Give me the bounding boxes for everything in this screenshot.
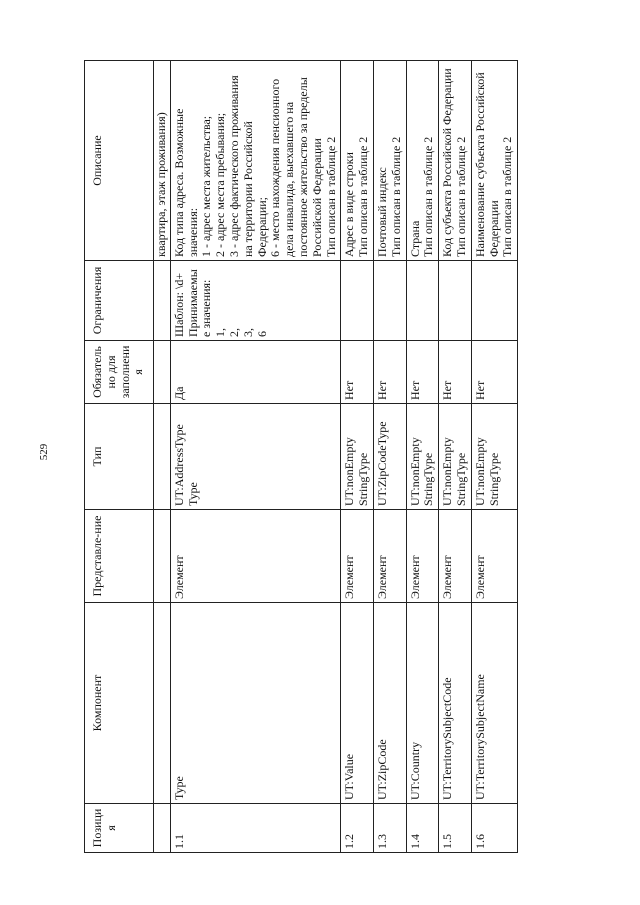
- header-type: Тип: [85, 404, 154, 510]
- cell-component: UT:ZipCode: [373, 603, 406, 804]
- table-row: [373, 61, 406, 853]
- cell-component: Type: [170, 603, 341, 804]
- cell-required: Нет: [341, 341, 374, 404]
- cell-type: UT:nonEmpty StringType: [341, 404, 374, 510]
- header-description: Описание: [85, 61, 154, 261]
- table-row: [406, 61, 439, 853]
- cell-limits: [170, 261, 341, 341]
- cell-required: Нет: [406, 341, 439, 404]
- table-row: [439, 61, 472, 853]
- table-row: [471, 61, 517, 853]
- description-line: 3 - адрес фактического проживания на территории Российской Федерации;: [226, 75, 269, 257]
- limit-line: Шаблон: \d+: [171, 272, 186, 337]
- description-line: Код типа адреса. Возможные значения:: [171, 108, 200, 257]
- cell-position: 1.5: [439, 804, 472, 853]
- cell-position: 1.3: [373, 804, 406, 853]
- cell-limits: [406, 261, 439, 341]
- continuation-row: [154, 61, 171, 853]
- cell-description: [373, 61, 406, 261]
- cell-required: Нет: [373, 341, 406, 404]
- cell-position: 1.1: [170, 804, 341, 853]
- cell-description: [170, 61, 341, 261]
- cell-representation: Элемент: [170, 510, 341, 603]
- cell-position: 1.6: [471, 804, 517, 853]
- cell-position: 1.4: [406, 804, 439, 853]
- cell-representation: Элемент: [439, 510, 472, 603]
- table-row: [170, 61, 341, 853]
- description-line: Тип описан в таблице 2: [453, 136, 468, 257]
- description-line: Код субъекта Российской Федерации: [440, 68, 455, 257]
- cell-representation: Элемент: [471, 510, 517, 603]
- cell-type: UT:AddressType Type: [170, 404, 341, 510]
- cell-position: 1.2: [341, 804, 374, 853]
- cell-representation: Элемент: [373, 510, 406, 603]
- continuation-text: квартира, этаж проживания): [154, 61, 171, 261]
- limit-line: 6: [254, 331, 269, 337]
- cell-type: UT:nonEmpty StringType: [439, 404, 472, 510]
- cell-component: UT:Value: [341, 603, 374, 804]
- cell-description: [341, 61, 374, 261]
- description-line: Тип описан в таблице 2: [388, 136, 403, 257]
- cell-limits: [471, 261, 517, 341]
- cell-type: UT:nonEmpty StringType: [471, 404, 517, 510]
- cell-required: Да: [170, 341, 341, 404]
- description-line: Страна: [407, 220, 422, 257]
- description-line: 1 - адрес места жительства;: [199, 115, 214, 257]
- cell-representation: Элемент: [341, 510, 374, 603]
- description-line: Тип описан в таблице 2: [356, 136, 371, 257]
- limit-line: Принимаемые значения:: [185, 269, 214, 337]
- rotated-page-content: [84, 61, 576, 853]
- header-representation: Представле-ние: [85, 510, 154, 603]
- cell-type: UT:nonEmpty StringType: [406, 404, 439, 510]
- cell-limits: [341, 261, 374, 341]
- table-header-row: [85, 61, 154, 853]
- limit-line: 2,: [226, 328, 241, 337]
- header-position: Позиция: [85, 804, 154, 853]
- cell-representation: Элемент: [406, 510, 439, 603]
- table-row: [341, 61, 374, 853]
- header-component: Компонент: [85, 603, 154, 804]
- description-line: Адрес в виде строки: [342, 152, 357, 257]
- cell-component: UT:TerritorySubjectName: [471, 603, 517, 804]
- cell-component: UT:Country: [406, 603, 439, 804]
- cell-type: UT:ZipCodeType: [373, 404, 406, 510]
- page-number: 529: [38, 443, 50, 461]
- description-line: Наименование субъекта Российской Федерации: [472, 72, 501, 257]
- cell-description: [406, 61, 439, 261]
- element-description-table: [84, 60, 518, 853]
- cell-description: [439, 61, 472, 261]
- limit-line: 1,: [213, 328, 228, 337]
- cell-required: Нет: [471, 341, 517, 404]
- description-line: 6 - место нахождения пенсионного дела инвалида, выехавшего на постоянное жительство за пределы Российской Федерации: [268, 77, 324, 257]
- description-line: Тип описан в таблице 2: [421, 136, 436, 257]
- description-line: Тип описан в таблице 2: [500, 136, 515, 257]
- cell-required: Нет: [439, 341, 472, 404]
- cell-limits: [373, 261, 406, 341]
- cell-description: [471, 61, 517, 261]
- limit-line: 3,: [240, 328, 255, 337]
- description-line: Почтовый индекс: [374, 167, 389, 257]
- cell-limits: [439, 261, 472, 341]
- cell-component: UT:TerritorySubjectCode: [439, 603, 472, 804]
- header-required: Обязательно для заполнения: [85, 341, 154, 404]
- description-line: 2 - адрес места пребывания;: [213, 112, 228, 257]
- description-line: Тип описан в таблице 2: [323, 136, 338, 257]
- header-limits: Ограничения: [85, 261, 154, 341]
